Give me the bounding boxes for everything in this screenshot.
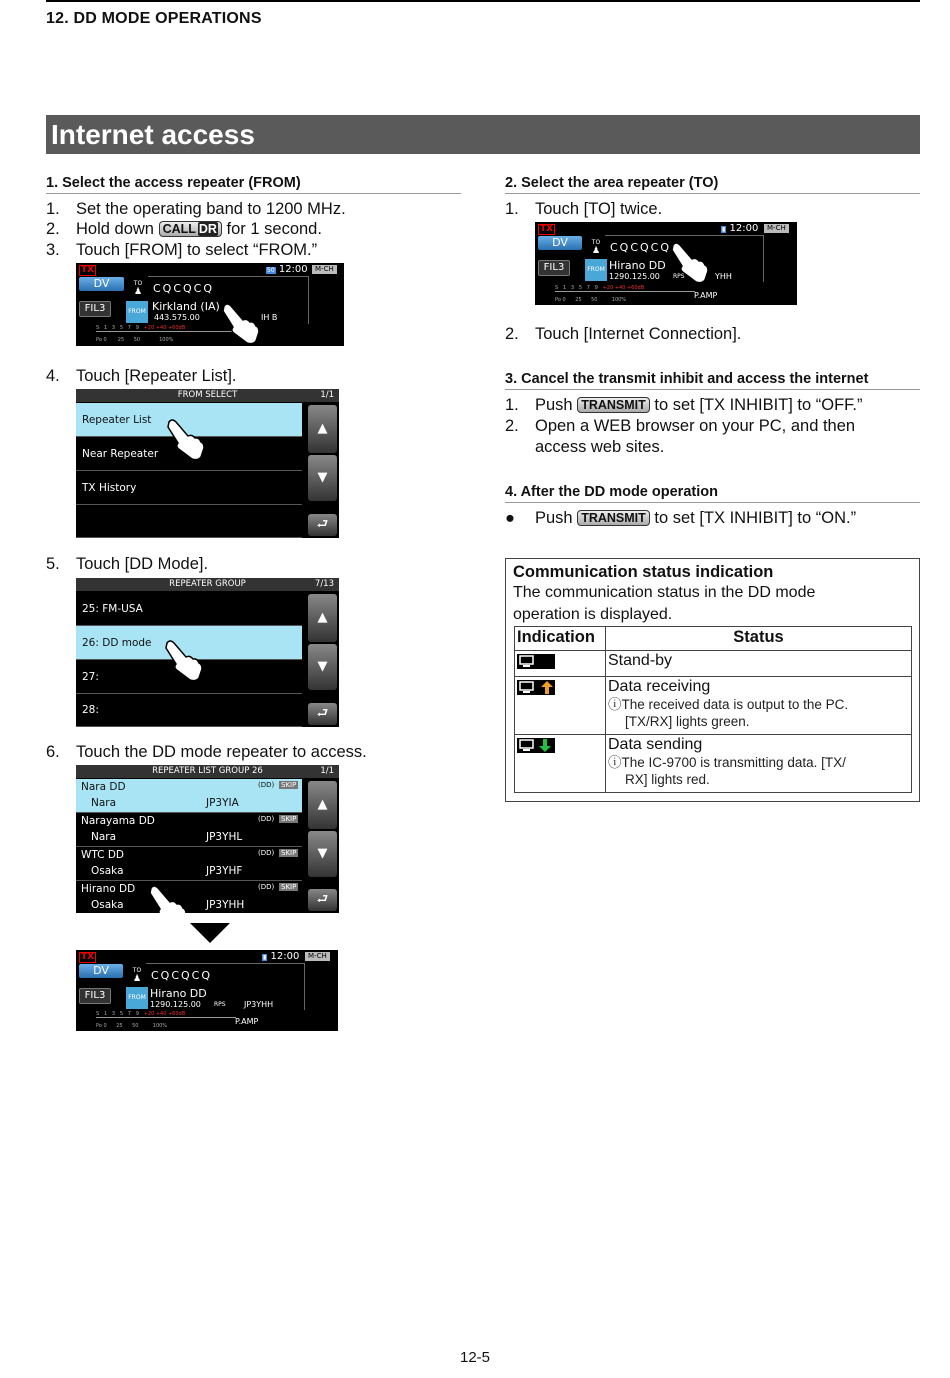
sec1-step3: 3. Touch [FROM] to select “FROM.”	[46, 241, 318, 259]
hand-pointer-icon	[670, 240, 710, 284]
sec4-title: 4. After the DD mode operation	[505, 484, 920, 503]
repeater-call: JP3YHH	[244, 1000, 274, 1009]
empty-item	[76, 505, 302, 538]
repeater-list-item[interactable]: Repeater List	[76, 403, 302, 437]
skip-badge: SKIP	[281, 849, 297, 857]
data-sending-icon	[517, 738, 555, 753]
clock: ▮ 12:00	[263, 951, 300, 962]
frequency: 1290.125.00	[609, 272, 660, 281]
page-indicator: 7/13	[314, 579, 334, 589]
repeater-name: Hirano DD	[609, 259, 666, 272]
col-status: Status	[606, 627, 912, 651]
skip-badge: SKIP	[281, 883, 297, 891]
frequency: 1290.125.00	[150, 1000, 201, 1009]
standby-indicator-icon	[517, 654, 555, 669]
repeater-list-screen	[76, 765, 339, 913]
radio-screen-result: TX ▮ 12:00 M-CH DV FIL3 TO ♟ CQCQCQ FROM Hirano DD 1290.125.00 RPS JP3YHH S 1 3 5 7 9 +20 +40 +60dB Po 0 25 50 100% P.AMP	[76, 950, 338, 1031]
to-callsign: CQCQCQ	[151, 969, 213, 982]
call-key: CALL DR	[159, 221, 222, 237]
sec1-title: 1. Select the access repeater (FROM)	[46, 175, 461, 194]
repeater-row-hirano[interactable]: Hirano DD Osaka JP3YHH (DD) SKIP	[81, 883, 297, 911]
tx-indicator: TX	[81, 952, 95, 962]
skip-badge: SKIP	[281, 781, 297, 789]
repeater-call: YHH	[715, 272, 732, 281]
mch-label: M-CH	[312, 265, 337, 274]
repeater-group-screen	[76, 578, 339, 727]
dv-button[interactable]: DV	[538, 236, 582, 250]
data-receiving-icon	[517, 680, 555, 695]
mch-label: M-CH	[305, 952, 330, 961]
hand-pointer-icon	[166, 417, 206, 461]
sec1-step6: 6. Touch the DD mode repeater to access.	[46, 743, 367, 761]
fil3-button[interactable]: FIL3	[538, 260, 570, 276]
from-button[interactable]: FROM	[585, 259, 607, 281]
hand-pointer-icon	[221, 301, 261, 345]
repeater-name: Kirkland (IA)	[152, 300, 220, 313]
from-button[interactable]: FROM	[126, 301, 148, 323]
receiving-note-1: ⓘThe received data is output to the PC.	[608, 697, 849, 712]
radio-screen-from: TX 50 12:00 M-CH DV FIL3 TO ♟ CQCQCQ FROM Kirkland (IA) 443.575.00 IH B S 1 3 5 7 9 +20 +40 +60dB Po 0 25 50 100%	[76, 263, 344, 346]
sec3-step2: 2. Open a WEB browser on your PC, and then	[505, 417, 856, 435]
near-repeater-item[interactable]: Near Repeater	[76, 437, 302, 471]
repeater-row-wtc[interactable]: WTC DD Osaka JP3YHF (DD) SKIP	[76, 847, 302, 881]
scroll-down-button[interactable]: ▼	[308, 644, 337, 690]
back-button[interactable]: ⮐	[308, 889, 337, 911]
radio-screen-to: TX ▮ 12:00 M-CH DV FIL3 TO ♟ CQCQCQ FROM Hirano DD 1290.125.00 RPS YHH S 1 3 5 7 9 +20 +40 +60dB Po 0 25 50 100% P.AMP	[535, 222, 797, 305]
sending-note-1: ⓘThe IC-9700 is transmitting data. [TX/	[608, 755, 846, 770]
to-button[interactable]: TO ♟	[591, 239, 601, 256]
status-receiving: Data receiving	[608, 678, 711, 695]
scroll-up-button[interactable]: ▲	[308, 781, 337, 829]
info-icon: ⓘ	[608, 697, 622, 712]
info-icon: ⓘ	[608, 755, 622, 770]
sec2-step1: 1. Touch [TO] twice.	[505, 200, 663, 218]
sec1-step5: 5. Touch [DD Mode].	[46, 555, 209, 573]
repeater-name: Hirano DD	[150, 987, 207, 1000]
sec4-step1: ● Push TRANSMIT to set [TX INHIBIT] to “ON.”	[505, 509, 857, 527]
tx-indicator: TX	[81, 265, 95, 275]
group-item-dd-mode[interactable]: 26: DD mode	[76, 626, 302, 660]
back-button[interactable]: ⮐	[308, 514, 337, 536]
sec3-step2-cont: access web sites.	[535, 438, 665, 456]
sec2-title: 2. Select the area repeater (TO)	[505, 175, 920, 194]
comm-desc-2: operation is displayed.	[513, 606, 673, 623]
status-standby: Stand-by	[606, 651, 912, 677]
fil3-button[interactable]: FIL3	[79, 988, 111, 1004]
sec1-step1: 1. Set the operating band to 1200 MHz.	[46, 200, 346, 218]
repeater-list-title: REPEATER LIST GROUP 26	[76, 765, 339, 778]
page-number: 12-5	[459, 1349, 491, 1366]
repeater-row-nara[interactable]: Nara DD Nara JP3YIA (DD) SKIP	[76, 779, 302, 813]
scroll-down-button[interactable]: ▼	[308, 831, 337, 877]
hand-pointer-icon	[164, 638, 204, 682]
sec3-step1: 1. Push TRANSMIT to set [TX INHIBIT] to “OFF.”	[505, 396, 863, 414]
from-select-title: FROM SELECT	[76, 389, 339, 402]
to-button[interactable]: TO ♟	[132, 967, 142, 984]
top-rule	[46, 0, 920, 2]
from-select-screen	[76, 389, 339, 538]
group-item-27[interactable]: 27:	[76, 660, 302, 694]
rps-label: RPS	[673, 273, 685, 280]
mch-label: M-CH	[764, 224, 789, 233]
hand-pointer-icon	[148, 883, 188, 913]
col-indication: Indication	[515, 627, 606, 651]
receiving-note-2: [TX/RX] lights green.	[625, 714, 750, 729]
comm-status-table	[514, 626, 912, 793]
clock: 50 12:00	[267, 264, 308, 275]
group-item-fm-usa[interactable]: 25: FM-USA	[76, 592, 302, 626]
sec1-step4: 4. Touch [Repeater List].	[46, 367, 237, 385]
back-button[interactable]: ⮐	[308, 703, 337, 725]
status-extra: IH B	[261, 313, 278, 322]
rps-label: RPS	[214, 1001, 226, 1008]
page-indicator: 1/1	[320, 766, 334, 776]
sec2-step2: 2. Touch [Internet Connection].	[505, 325, 742, 343]
clock: ▮ 12:00	[722, 223, 759, 234]
frequency: 443.575.00	[154, 313, 200, 322]
to-callsign: CQCQCQ	[153, 282, 215, 295]
section-banner: Internet access	[46, 115, 920, 154]
status-sending: Data sending	[608, 736, 703, 753]
tx-history-item[interactable]: TX History	[76, 471, 302, 505]
tx-indicator: TX	[540, 224, 554, 234]
from-button[interactable]: FROM	[126, 987, 148, 1009]
chapter-header: 12. DD MODE OPERATIONS	[46, 10, 262, 27]
skip-badge: SKIP	[281, 815, 297, 823]
to-button[interactable]: TO ♟	[133, 280, 143, 297]
pamp-label: P.AMP	[694, 291, 718, 300]
down-arrow-icon	[190, 923, 230, 943]
transmit-key: TRANSMIT	[577, 397, 650, 413]
group-item-28[interactable]: 28:	[76, 694, 302, 727]
comm-status-title: Communication status indication	[513, 563, 774, 581]
to-callsign: CQCQCQ	[610, 241, 672, 254]
scroll-up-button[interactable]: ▲	[308, 405, 337, 453]
page-indicator: 1/1	[320, 390, 334, 400]
repeater-group-title: REPEATER GROUP	[76, 578, 339, 591]
scroll-down-button[interactable]: ▼	[308, 455, 337, 501]
sending-note-2: RX] lights red.	[625, 772, 710, 787]
scroll-up-button[interactable]: ▲	[308, 594, 337, 642]
fil3-button[interactable]: FIL3	[79, 301, 111, 317]
repeater-row-narayama[interactable]: Narayama DD Nara JP3YHL (DD) SKIP	[76, 813, 302, 847]
comm-status-box	[505, 558, 920, 802]
sec1-step2: 2. Hold down CALL DR for 1 second.	[46, 220, 322, 238]
dv-button[interactable]: DV	[79, 277, 124, 291]
comm-desc-1: The communication status in the DD mode	[513, 584, 816, 601]
sec3-title: 3. Cancel the transmit inhibit and access the internet	[505, 371, 920, 390]
pamp-label: P.AMP	[235, 1017, 259, 1026]
transmit-key: TRANSMIT	[577, 510, 650, 526]
dv-button[interactable]: DV	[79, 964, 123, 978]
